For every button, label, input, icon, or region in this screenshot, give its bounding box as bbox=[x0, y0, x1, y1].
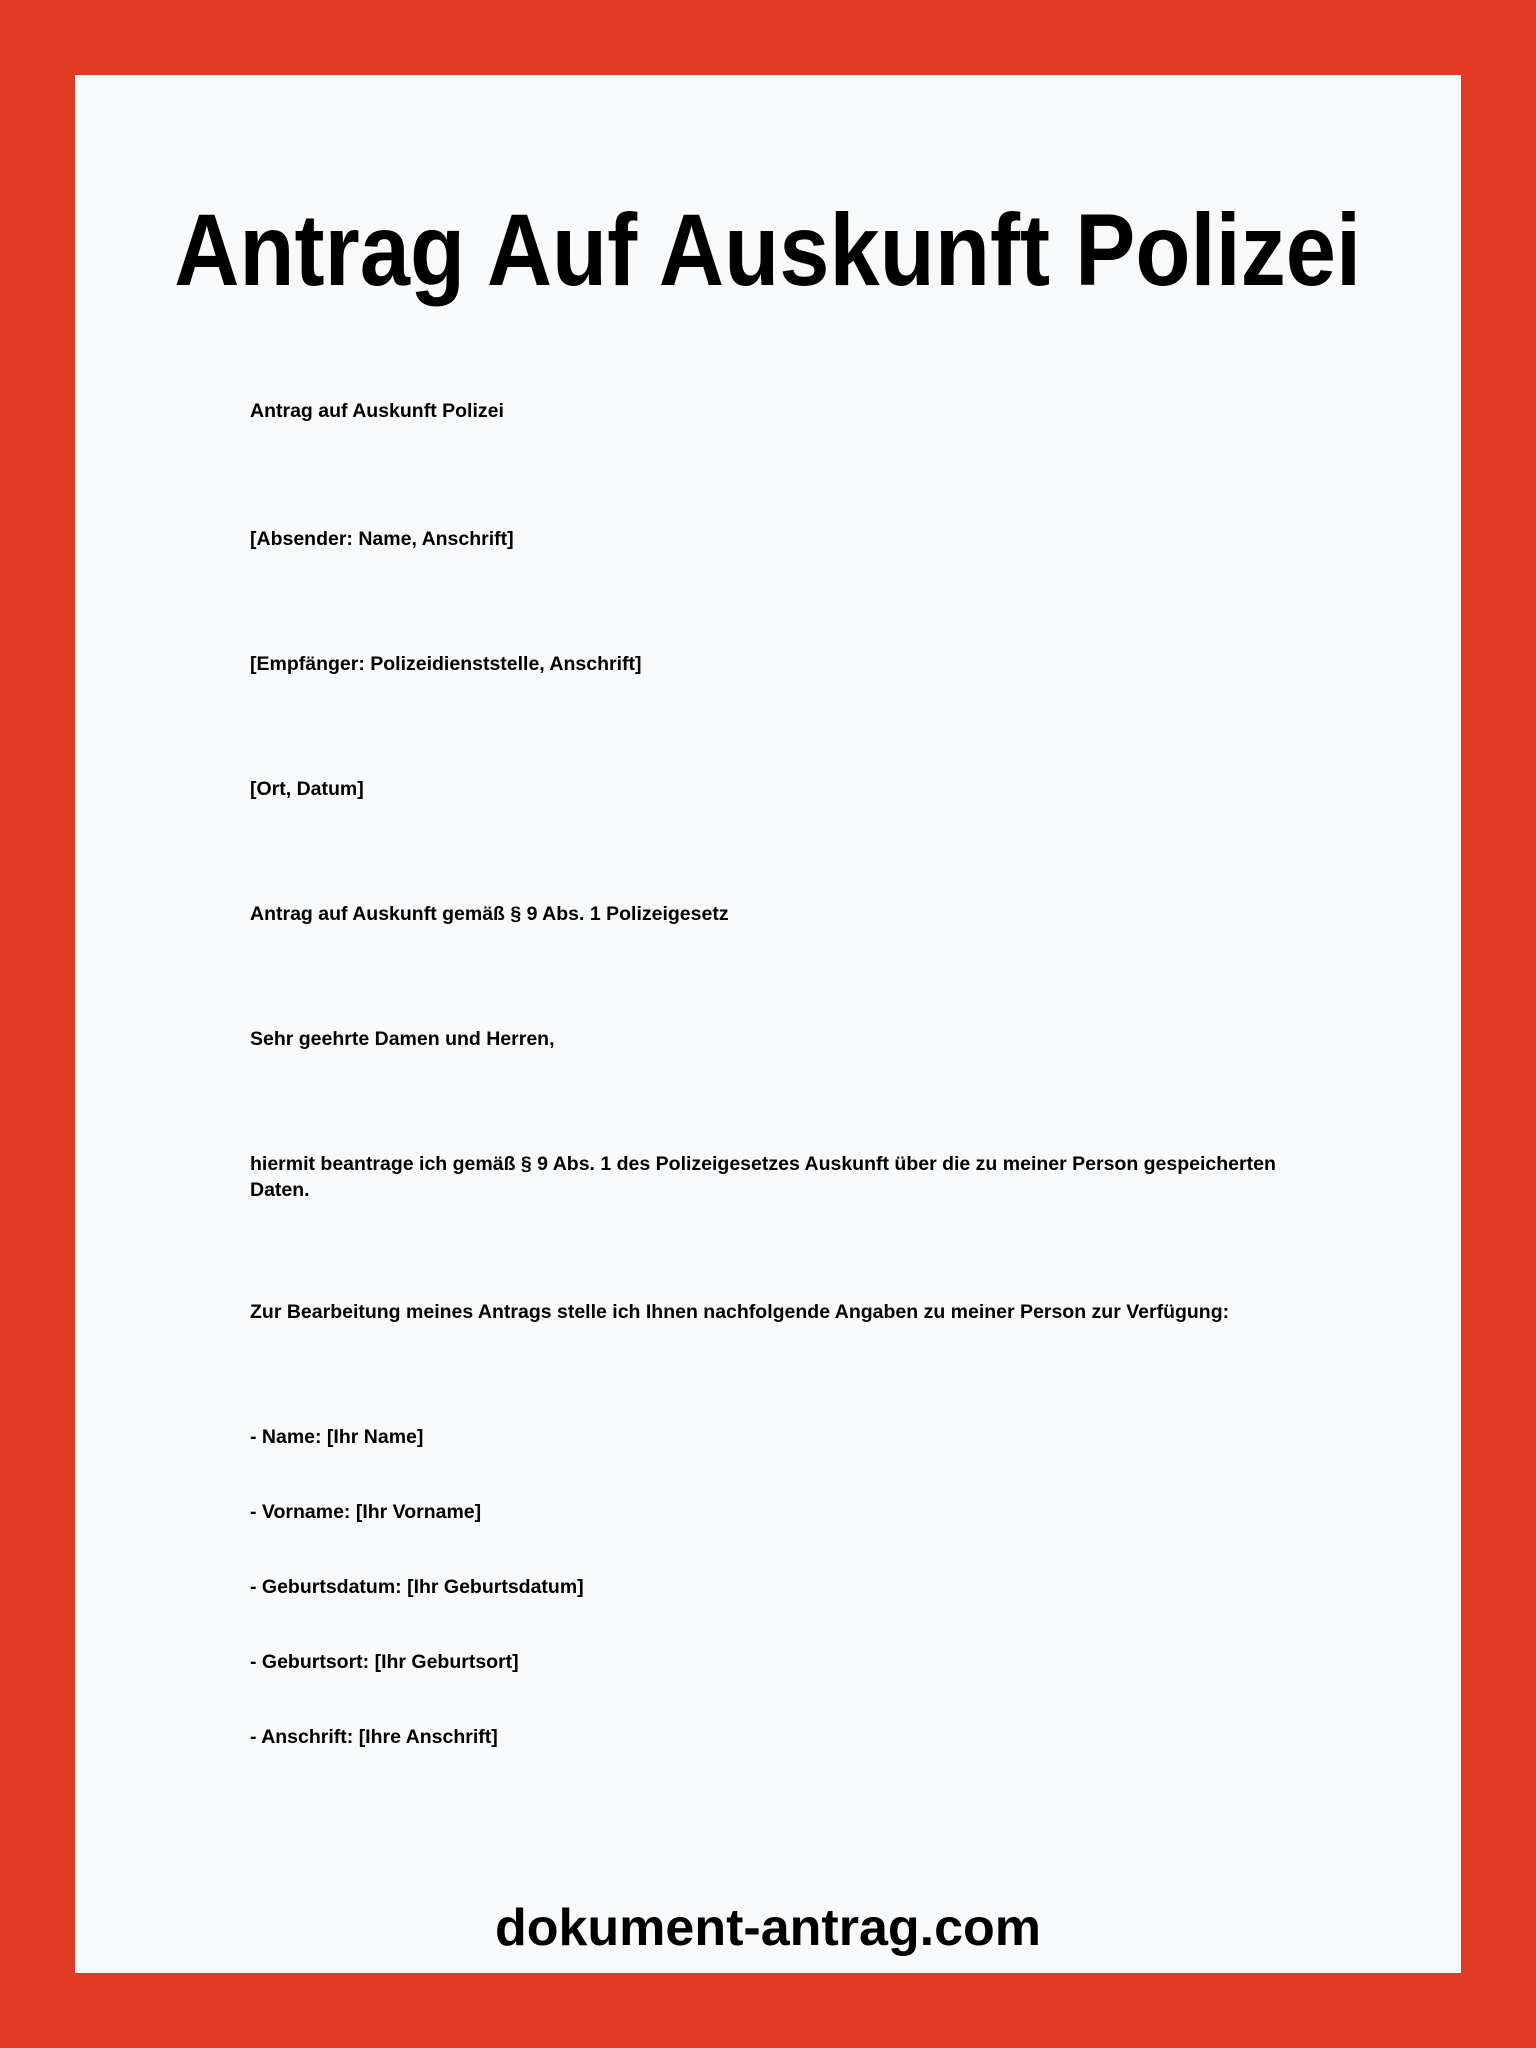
document-panel bbox=[75, 75, 1461, 1973]
page-title: Antrag Auf Auskunft Polizei bbox=[174, 193, 1362, 307]
document-heading: Antrag auf Auskunft Polizei bbox=[250, 400, 504, 422]
list-item-birth-date: - Geburtsdatum: [Ihr Geburtsdatum] bbox=[250, 1576, 584, 1598]
salutation: Sehr geehrte Damen und Herren, bbox=[250, 1028, 555, 1050]
footer-site-name: dokument-antrag.com bbox=[494, 1899, 1042, 1957]
recipient-placeholder: [Empfänger: Polizeidienststelle, Anschrift] bbox=[250, 653, 642, 675]
list-item-first-name: - Vorname: [Ihr Vorname] bbox=[250, 1501, 482, 1523]
info-intro-paragraph: Zur Bearbeitung meines Antrags stelle ich Ihnen nachfolgende Angaben zu meiner Person zur Verfügung: bbox=[250, 1301, 1230, 1323]
subject-line: Antrag auf Auskunft gemäß § 9 Abs. 1 Polizeigesetz bbox=[250, 903, 729, 925]
list-item-birth-place: - Geburtsort: [Ihr Geburtsort] bbox=[250, 1651, 519, 1673]
request-paragraph: hiermit beantrage ich gemäß § 9 Abs. 1 des Polizeigesetzes Auskunft über die zu meiner Person gespeicherten Daten. bbox=[250, 1153, 1276, 1201]
sender-placeholder: [Absender: Name, Anschrift] bbox=[250, 528, 514, 550]
list-item-name: - Name: [Ihr Name] bbox=[250, 1426, 424, 1448]
list-item-address: - Anschrift: [Ihre Anschrift] bbox=[250, 1726, 498, 1748]
place-date-placeholder: [Ort, Datum] bbox=[250, 778, 364, 800]
